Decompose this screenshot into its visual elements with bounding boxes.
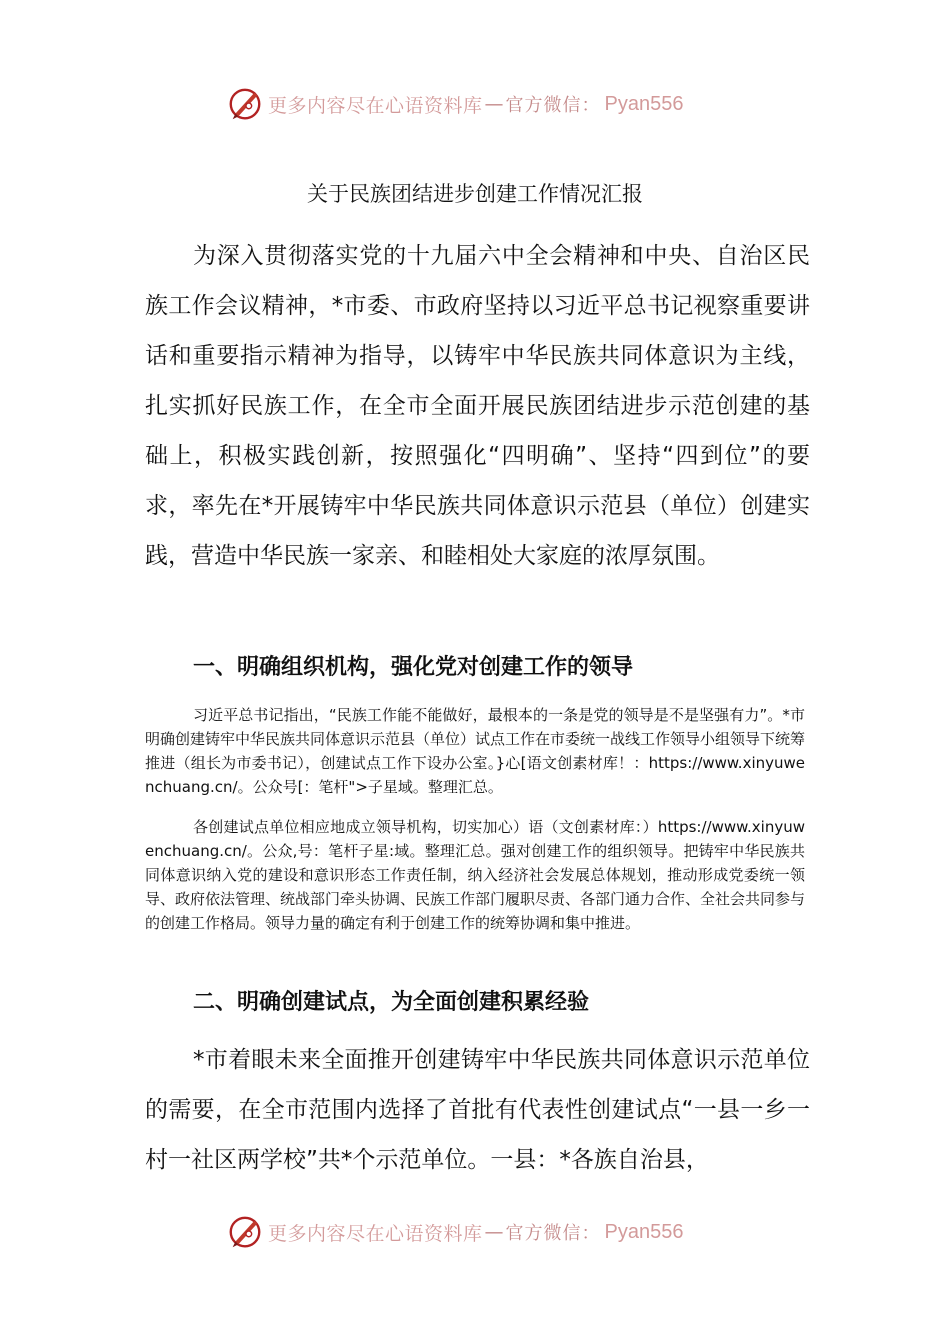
section2-heading: 二、明确创建试点，为全面创建积累经验 [193, 990, 590, 1015]
wechat-id: Pyan556 [604, 1220, 684, 1243]
separator-dash: — [484, 1221, 504, 1243]
header-watermark-banner [226, 84, 683, 124]
site-name: 更多内容尽在心语资料库 [268, 1222, 483, 1245]
wechat-id: Pyan556 [604, 92, 684, 115]
intro-paragraph: 为深入贯彻落实党的十九届六中全会精神和中央、自治区民族工作会议精神，*市委、市政府坚持以习近平总书记视察重要讲话和重要指示精神为指导，以铸牢中华民族共同体意识为主线，扎实抓好民族工作，在全市全面开展民族团结进步示范创建的基础上，积极实践创新，按照强化“四明确”、坚持“四到位”的要求，率先在*开展铸牢中华民族共同体意识示范县（单位）创建实践，营造中华民族一家亲、和睦相处大家庭的浓厚氛围。 [145, 243, 810, 569]
wechat-label: 官方微信： [505, 95, 601, 116]
footer-watermark-banner [226, 1212, 683, 1252]
section1-paragraph-2: 各创建试点单位相应地成立领导机构，切实加心）语（文创素材库：）https://www.xinyuwenchuang.cn/。公众,号：笔杆子星:域。整理汇总。强对创建工作的组织领导。把铸牢中华民族共同体意识纳入党的建设和意识形态工作责任制，纳入经济社会发展总体规划，推动形成党委统一领导、政府依法管理、统战部门牵头协调、民族工作部门履职尽责、各部门通力合作、全社会共同参与的创建工作格局。领导力量的确定有利于创建工作的统筹协调和集中推进。 [145, 818, 806, 932]
site-name: 更多内容尽在心语资料库 [268, 94, 483, 117]
pen-logo-icon [226, 1213, 264, 1251]
section1-heading: 一、明确组织机构，强化党对创建工作的领导 [193, 655, 634, 680]
section1-paragraph-1: 习近平总书记指出，“民族工作能不能做好，最根本的一条是党的领导是不是坚强有力”。*市明确创建铸牢中华民族共同体意识示范县（单位）试点工作在市委统一战线工作领导小组领导下统筹推进（组长为市委书记），创建试点工作下设办公室。}心[语文创素材库！：https://www.xinyuwenchuang.cn/。公众号[：笔杆">子星域。整理汇总。 [145, 706, 806, 796]
section2-paragraph-1: *市着眼未来全面推开创建铸牢中华民族共同体意识示范单位的需要，在全市范围内选择了首批有代表性创建试点“一县一乡一村一社区两学校”共*个示范单位。一县：*各族自治县， [145, 1047, 810, 1173]
separator-dash: — [484, 93, 504, 115]
document-title: 关于民族团结进步创建工作情况汇报 [307, 182, 643, 206]
wechat-label: 官方微信： [505, 1223, 601, 1244]
pen-logo-icon [226, 85, 264, 123]
